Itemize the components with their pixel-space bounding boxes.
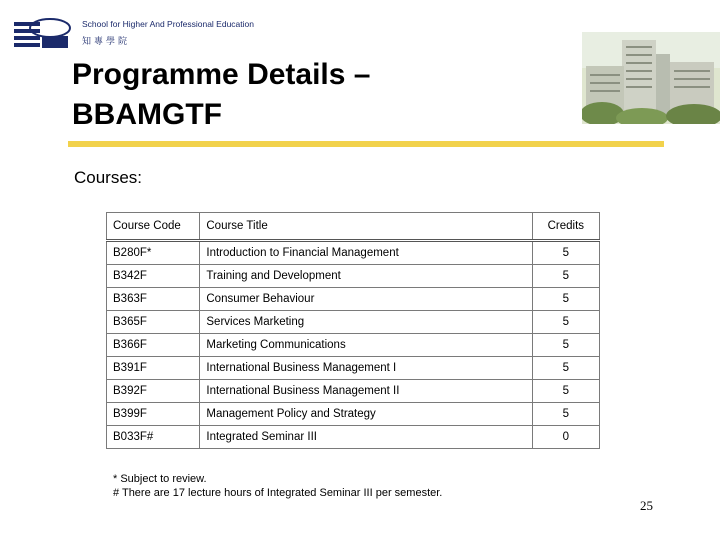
table-row [107, 288, 600, 311]
course-credits: 5 [532, 403, 599, 426]
course-code: B392F [107, 380, 200, 403]
course-title: Introduction to Financial Management [200, 241, 532, 265]
course-table [106, 212, 600, 449]
table-row [107, 334, 600, 357]
course-title: International Business Management II [200, 380, 532, 403]
footnotes [113, 472, 442, 500]
logo-english-name: School for Higher And Professional Education [82, 19, 254, 29]
course-title: Services Marketing [200, 311, 532, 334]
title-line-2: BBAMGTF [72, 98, 222, 131]
table-row [107, 426, 600, 449]
campus-photo [582, 32, 720, 124]
course-code: B399F [107, 403, 200, 426]
course-title: Integrated Seminar III [200, 426, 532, 449]
course-title: Training and Development [200, 265, 532, 288]
course-code: B363F [107, 288, 200, 311]
course-code: B033F# [107, 426, 200, 449]
header-course-code: Course Code [107, 213, 200, 241]
footnote-review: * Subject to review. [113, 473, 207, 485]
course-credits: 5 [532, 288, 599, 311]
course-code: B342F [107, 265, 200, 288]
course-title: Consumer Behaviour [200, 288, 532, 311]
header-credits: Credits [532, 213, 599, 241]
course-credits: 5 [532, 380, 599, 403]
course-code: B365F [107, 311, 200, 334]
course-credits: 5 [532, 265, 599, 288]
institution-logo [12, 12, 252, 54]
table-row [107, 311, 600, 334]
logo-chinese-name: 知專學院 [82, 36, 131, 46]
course-credits: 0 [532, 426, 599, 449]
course-title: Marketing Communications [200, 334, 532, 357]
course-code: B391F [107, 357, 200, 380]
course-code: B280F* [107, 241, 200, 265]
table-header-row [107, 213, 600, 241]
courses-label: Courses: [74, 168, 143, 187]
course-code: B366F [107, 334, 200, 357]
title-line-1: Programme Details – [72, 58, 371, 91]
course-title: Management Policy and Strategy [200, 403, 532, 426]
table-row [107, 265, 600, 288]
table-row [107, 357, 600, 380]
table-row [107, 380, 600, 403]
course-credits: 5 [532, 241, 599, 265]
logo-mark-icon [12, 14, 72, 52]
course-credits: 5 [532, 334, 599, 357]
title-divider [68, 141, 664, 147]
course-credits: 5 [532, 311, 599, 334]
table-row [107, 241, 600, 265]
page-number: 25 [640, 498, 653, 513]
footnote-lecture-hours: # There are 17 lecture hours of Integrated Seminar III per semester. [113, 487, 443, 499]
course-credits: 5 [532, 357, 599, 380]
table-row [107, 403, 600, 426]
header-course-title: Course Title [200, 213, 532, 241]
slide-title [72, 55, 552, 135]
course-title: International Business Management I [200, 357, 532, 380]
